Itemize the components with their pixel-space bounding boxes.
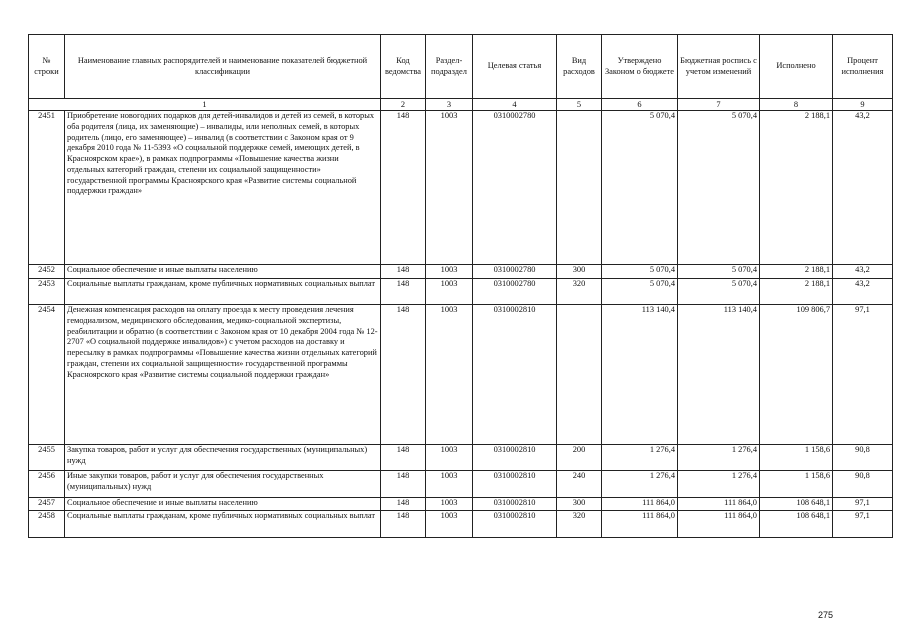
row-rospis: 5 070,4 bbox=[678, 111, 760, 265]
col-number-7: 7 bbox=[678, 99, 760, 111]
table-row bbox=[29, 305, 893, 445]
header-vid: Вид расходов bbox=[557, 35, 602, 99]
row-rospis: 5 070,4 bbox=[678, 265, 760, 279]
header-row bbox=[29, 35, 893, 99]
row-isp: 2 188,1 bbox=[760, 265, 833, 279]
header-cel: Целевая статья bbox=[473, 35, 557, 99]
row-razdel: 1003 bbox=[426, 111, 473, 265]
row-isp: 2 188,1 bbox=[760, 111, 833, 265]
row-rospis: 111 864,0 bbox=[678, 511, 760, 538]
col-number-9: 9 bbox=[833, 99, 893, 111]
row-name: Социальные выплаты гражданам, кроме публичных нормативных социальных выплат bbox=[65, 511, 381, 538]
col-number-4: 4 bbox=[473, 99, 557, 111]
row-rospis: 113 140,4 bbox=[678, 305, 760, 445]
row-name: Закупка товаров, работ и услуг для обеспечения государственных (муниципальных) нужд bbox=[65, 445, 381, 471]
row-utv: 5 070,4 bbox=[602, 279, 678, 305]
table-row bbox=[29, 111, 893, 265]
row-cel: 0310002810 bbox=[473, 445, 557, 471]
row-razdel: 1003 bbox=[426, 511, 473, 538]
row-ved: 148 bbox=[381, 111, 426, 265]
table-row bbox=[29, 265, 893, 279]
row-razdel: 1003 bbox=[426, 279, 473, 305]
row-razdel: 1003 bbox=[426, 498, 473, 511]
page-number: 275 bbox=[818, 610, 834, 620]
table-row bbox=[29, 471, 893, 498]
row-utv: 5 070,4 bbox=[602, 111, 678, 265]
row-proc: 43,2 bbox=[833, 111, 893, 265]
row-vid: 240 bbox=[557, 471, 602, 498]
row-ved: 148 bbox=[381, 445, 426, 471]
row-name: Социальное обеспечение и иные выплаты населению bbox=[65, 265, 381, 279]
row-razdel: 1003 bbox=[426, 265, 473, 279]
row-proc: 43,2 bbox=[833, 265, 893, 279]
row-isp: 2 188,1 bbox=[760, 279, 833, 305]
row-num: 2451 bbox=[29, 111, 65, 265]
header-utv: Утверждено Законом о бюджете bbox=[602, 35, 678, 99]
row-isp: 1 158,6 bbox=[760, 471, 833, 498]
row-vid bbox=[557, 111, 602, 265]
row-rospis: 1 276,4 bbox=[678, 471, 760, 498]
row-vid: 320 bbox=[557, 511, 602, 538]
col-number-1: 1 bbox=[29, 99, 381, 111]
row-vid: 300 bbox=[557, 265, 602, 279]
table-row bbox=[29, 445, 893, 471]
row-proc: 97,1 bbox=[833, 498, 893, 511]
row-proc: 43,2 bbox=[833, 279, 893, 305]
header-ved: Код ведомства bbox=[381, 35, 426, 99]
header-name: Наименование главных распорядителей и наименование показателей бюджетной классификации bbox=[65, 35, 381, 99]
row-cel: 0310002780 bbox=[473, 111, 557, 265]
row-utv: 111 864,0 bbox=[602, 511, 678, 538]
row-vid: 320 bbox=[557, 279, 602, 305]
row-name: Приобретение новогодних подарков для детей-инвалидов и детей из семей, в которых оба родителя (лица, их заменяющие) – инвалиды, или неполных семей, в которых родитель (лицо, его заменяющее) – инвалид (в соответствии с Законом края от 9 декабря 2010 года № 11-5393 «О социальной поддержке семей, имеющих детей, в Красноярском крае»), в рамках подпрограммы «Повышение качества жизни отдельных категорий граждан, степени их социальной защищенности» государственной программы Красноярского края «Развитие системы социальной поддержки граждан» bbox=[65, 111, 381, 265]
row-vid bbox=[557, 305, 602, 445]
row-ved: 148 bbox=[381, 498, 426, 511]
row-utv: 111 864,0 bbox=[602, 498, 678, 511]
row-rospis: 5 070,4 bbox=[678, 279, 760, 305]
row-utv: 113 140,4 bbox=[602, 305, 678, 445]
row-razdel: 1003 bbox=[426, 445, 473, 471]
row-cel: 0310002810 bbox=[473, 305, 557, 445]
row-rospis: 111 864,0 bbox=[678, 498, 760, 511]
row-num: 2453 bbox=[29, 279, 65, 305]
budget-table bbox=[28, 34, 893, 538]
row-isp: 108 648,1 bbox=[760, 498, 833, 511]
row-proc: 97,1 bbox=[833, 305, 893, 445]
row-isp: 1 158,6 bbox=[760, 445, 833, 471]
col-number-3: 3 bbox=[426, 99, 473, 111]
row-cel: 0310002810 bbox=[473, 498, 557, 511]
header-isp: Исполнено bbox=[760, 35, 833, 99]
row-name: Социальные выплаты гражданам, кроме публичных нормативных социальных выплат bbox=[65, 279, 381, 305]
row-ved: 148 bbox=[381, 305, 426, 445]
row-vid: 200 bbox=[557, 445, 602, 471]
row-cel: 0310002780 bbox=[473, 265, 557, 279]
table-row bbox=[29, 498, 893, 511]
row-isp: 109 806,7 bbox=[760, 305, 833, 445]
row-razdel: 1003 bbox=[426, 305, 473, 445]
row-utv: 5 070,4 bbox=[602, 265, 678, 279]
row-rospis: 1 276,4 bbox=[678, 445, 760, 471]
row-num: 2458 bbox=[29, 511, 65, 538]
row-num: 2457 bbox=[29, 498, 65, 511]
row-num: 2454 bbox=[29, 305, 65, 445]
row-name: Денежная компенсация расходов на оплату проезда к месту проведения лечения гемодиализом, медицинского обследования, медико-социальной экспертизы, реабилитации и обратно (в соответствии с Законом края от 10 декабря 2004 года № 12-2707 «О социальной поддержке инвалидов») с учетом расходов на доставку и пересылку в рамках подпрограммы «Повышение качества жизни отдельных категорий граждан, степени их социальной защищенности» государственной программы Красноярского края «Развитие системы социальной поддержки граждан» bbox=[65, 305, 381, 445]
row-num: 2455 bbox=[29, 445, 65, 471]
row-utv: 1 276,4 bbox=[602, 445, 678, 471]
row-cel: 0310002780 bbox=[473, 279, 557, 305]
row-ved: 148 bbox=[381, 471, 426, 498]
col-number-2: 2 bbox=[381, 99, 426, 111]
header-rospis: Бюджетная роспись с учетом изменений bbox=[678, 35, 760, 99]
row-cel: 0310002810 bbox=[473, 471, 557, 498]
row-ved: 148 bbox=[381, 265, 426, 279]
col-number-5: 5 bbox=[557, 99, 602, 111]
table-row bbox=[29, 279, 893, 305]
row-utv: 1 276,4 bbox=[602, 471, 678, 498]
row-proc: 97,1 bbox=[833, 511, 893, 538]
header-razdel: Раздел-подраздел bbox=[426, 35, 473, 99]
col-number-8: 8 bbox=[760, 99, 833, 111]
row-isp: 108 648,1 bbox=[760, 511, 833, 538]
row-num: 2456 bbox=[29, 471, 65, 498]
row-name: Социальное обеспечение и иные выплаты населению bbox=[65, 498, 381, 511]
table-row bbox=[29, 511, 893, 538]
col-number-6: 6 bbox=[602, 99, 678, 111]
row-ved: 148 bbox=[381, 511, 426, 538]
row-proc: 90,8 bbox=[833, 471, 893, 498]
row-proc: 90,8 bbox=[833, 445, 893, 471]
header-num: № строки bbox=[29, 35, 65, 99]
row-ved: 148 bbox=[381, 279, 426, 305]
row-num: 2452 bbox=[29, 265, 65, 279]
column-number-row bbox=[29, 99, 893, 111]
row-razdel: 1003 bbox=[426, 471, 473, 498]
header-proc: Процент исполнения bbox=[833, 35, 893, 99]
row-name: Иные закупки товаров, работ и услуг для обеспечения государственных (муниципальных) нужд bbox=[65, 471, 381, 498]
row-vid: 300 bbox=[557, 498, 602, 511]
row-cel: 0310002810 bbox=[473, 511, 557, 538]
